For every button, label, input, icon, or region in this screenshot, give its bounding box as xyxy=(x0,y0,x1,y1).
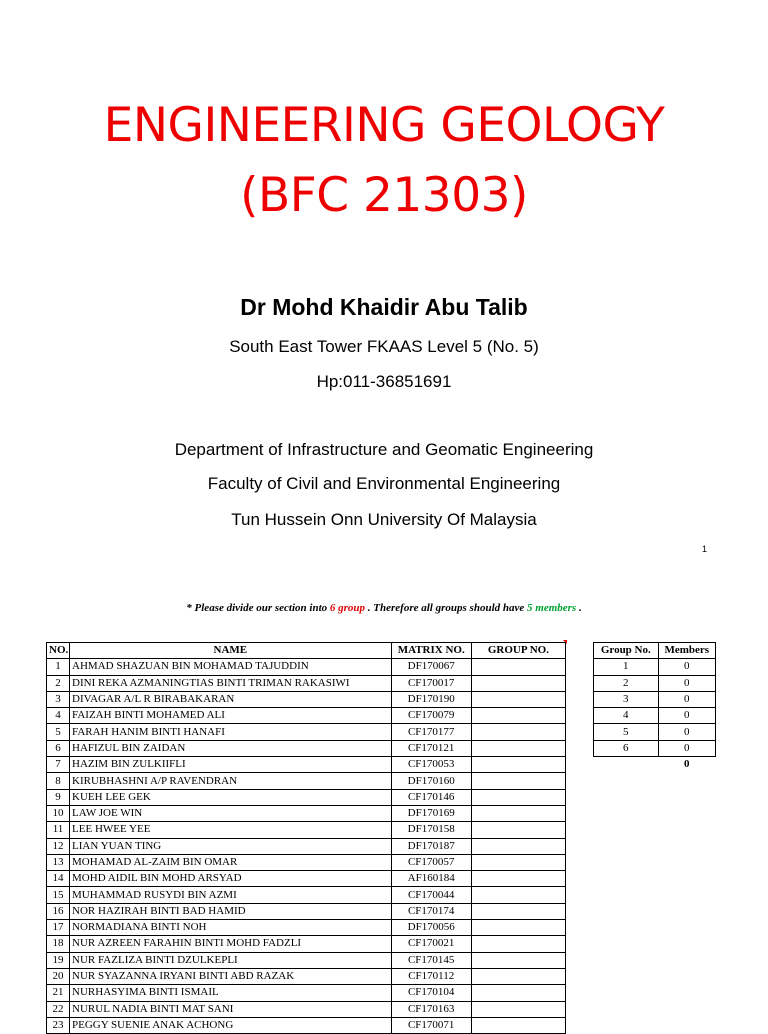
row-number-cell: 23 xyxy=(47,1017,70,1033)
group-number-cell: 3 xyxy=(594,691,659,707)
matrix-number-cell: CF170044 xyxy=(391,887,471,903)
student-name-cell: AHMAD SHAZUAN BIN MOHAMAD TAJUDDIN xyxy=(70,659,392,675)
matrix-number-cell: CF170079 xyxy=(391,708,471,724)
student-table-header xyxy=(47,643,566,659)
row-number-cell: 20 xyxy=(47,968,70,984)
matrix-number-cell: CF170112 xyxy=(391,968,471,984)
student-name-cell: LIAN YUAN TING xyxy=(70,838,392,854)
note-group-count: 6 group xyxy=(329,602,366,614)
group-number-cell[interactable] xyxy=(471,708,565,724)
members-total: 0 xyxy=(684,758,690,771)
note-middle: . Therefore all groups should have xyxy=(365,602,528,614)
group-number-cell[interactable] xyxy=(471,724,565,740)
group-number-cell[interactable] xyxy=(471,805,565,821)
student-name-cell: PEGGY SUENIE ANAK ACHONG xyxy=(70,1017,392,1033)
note-prefix: * Please divide our section into xyxy=(186,602,330,614)
header-group-number: Group No. xyxy=(594,643,659,659)
group-number-cell[interactable] xyxy=(471,968,565,984)
student-name-cell: NUR AZREEN FARAHIN BINTI MOHD FADZLI xyxy=(70,936,392,952)
table-row xyxy=(47,936,566,952)
table-row xyxy=(47,952,566,968)
header-members: Members xyxy=(658,643,715,659)
matrix-number-cell: CF170053 xyxy=(391,757,471,773)
matrix-number-cell: DF170056 xyxy=(391,920,471,936)
student-name-cell: HAZIM BIN ZULKIIFLI xyxy=(70,757,392,773)
matrix-number-cell: CF170177 xyxy=(391,724,471,740)
table-row xyxy=(594,659,716,675)
student-name-cell: NURHASYIMA BINTI ISMAIL xyxy=(70,985,392,1001)
member-count-cell: 0 xyxy=(658,659,715,675)
group-number-cell[interactable] xyxy=(471,854,565,870)
table-row xyxy=(47,985,566,1001)
table-row xyxy=(47,691,566,707)
student-name-cell: FAIZAH BINTI MOHAMED ALI xyxy=(70,708,392,724)
row-number-cell: 11 xyxy=(47,822,70,838)
page-number: 1 xyxy=(702,544,708,554)
row-number-cell: 15 xyxy=(47,887,70,903)
table-row xyxy=(47,854,566,870)
table-row xyxy=(47,1001,566,1017)
student-name-cell: FARAH HANIM BINTI HANAFI xyxy=(70,724,392,740)
row-number-cell: 7 xyxy=(47,757,70,773)
faculty-name: Faculty of Civil and Environmental Engineering xyxy=(207,474,561,493)
group-summary-table xyxy=(593,642,716,772)
matrix-number-cell: CF170021 xyxy=(391,936,471,952)
student-name-cell: NORMADIANA BINTI NOH xyxy=(70,920,392,936)
table-row xyxy=(47,708,566,724)
group-number-cell[interactable] xyxy=(471,1017,565,1033)
row-number-cell: 17 xyxy=(47,920,70,936)
student-name-cell: MOHD AIDIL BIN MOHD ARSYAD xyxy=(70,871,392,887)
header-group-no: GROUP NO. xyxy=(471,643,565,659)
group-number-cell[interactable] xyxy=(471,1001,565,1017)
matrix-number-cell: DF170067 xyxy=(391,659,471,675)
total-spacer xyxy=(594,757,659,773)
student-name-cell: NUR FAZLIZA BINTI DZULKEPLI xyxy=(70,952,392,968)
member-count-cell: 0 xyxy=(658,675,715,691)
group-number-cell[interactable] xyxy=(471,985,565,1001)
table-row xyxy=(47,724,566,740)
table-row xyxy=(47,675,566,691)
table-row xyxy=(47,887,566,903)
group-number-cell[interactable] xyxy=(471,789,565,805)
row-number-cell: 5 xyxy=(47,724,70,740)
author-name: Dr Mohd Khaidir Abu Talib xyxy=(240,294,528,320)
student-name-cell: KUEH LEE GEK xyxy=(70,789,392,805)
member-count-cell: 0 xyxy=(658,708,715,724)
row-number-cell: 3 xyxy=(47,691,70,707)
row-number-cell: 22 xyxy=(47,1001,70,1017)
table-row xyxy=(47,838,566,854)
matrix-number-cell: DF170169 xyxy=(391,805,471,821)
group-number-cell[interactable] xyxy=(471,903,565,919)
group-number-cell[interactable] xyxy=(471,936,565,952)
student-name-cell: MOHAMAD AL-ZAIM BIN OMAR xyxy=(70,854,392,870)
note-suffix: . xyxy=(576,602,582,614)
row-number-cell: 2 xyxy=(47,675,70,691)
table-row xyxy=(47,789,566,805)
student-name-cell: LEE HWEE YEE xyxy=(70,822,392,838)
student-name-cell: NOR HAZIRAH BINTI BAD HAMID xyxy=(70,903,392,919)
group-number-cell: 2 xyxy=(594,675,659,691)
table-row xyxy=(47,1017,566,1033)
header-no: NO. xyxy=(47,643,70,659)
group-instruction-note xyxy=(0,602,768,614)
group-table-header xyxy=(594,643,716,659)
row-number-cell: 19 xyxy=(47,952,70,968)
table-row xyxy=(594,740,716,756)
matrix-number-cell: AF160184 xyxy=(391,871,471,887)
group-number-cell[interactable] xyxy=(471,675,565,691)
student-name-cell: NUR SYAZANNA IRYANI BINTI ABD RAZAK xyxy=(70,968,392,984)
table-row xyxy=(47,903,566,919)
student-name-cell: LAW JOE WIN xyxy=(70,805,392,821)
members-total-row xyxy=(594,757,716,773)
table-row xyxy=(594,675,716,691)
row-number-cell: 9 xyxy=(47,789,70,805)
matrix-number-cell: CF170145 xyxy=(391,952,471,968)
group-number-cell[interactable] xyxy=(471,871,565,887)
row-number-cell: 6 xyxy=(47,740,70,756)
group-number-cell: 5 xyxy=(594,724,659,740)
matrix-number-cell: CF170163 xyxy=(391,1001,471,1017)
group-number-cell: 4 xyxy=(594,708,659,724)
matrix-number-cell: CF170146 xyxy=(391,789,471,805)
row-number-cell: 13 xyxy=(47,854,70,870)
group-number-cell[interactable] xyxy=(471,822,565,838)
matrix-number-cell: CF170017 xyxy=(391,675,471,691)
table-row xyxy=(47,920,566,936)
table-row xyxy=(47,805,566,821)
row-number-cell: 21 xyxy=(47,985,70,1001)
group-number-cell[interactable] xyxy=(471,952,565,968)
row-number-cell: 18 xyxy=(47,936,70,952)
group-number-cell[interactable] xyxy=(471,920,565,936)
row-number-cell: 8 xyxy=(47,773,70,789)
office-location: South East Tower FKAAS Level 5 (No. 5) xyxy=(229,337,539,356)
student-name-cell: MUHAMMAD RUSYDI BIN AZMI xyxy=(70,887,392,903)
row-number-cell: 12 xyxy=(47,838,70,854)
student-list-table xyxy=(46,642,566,1034)
table-row xyxy=(47,968,566,984)
table-row xyxy=(594,708,716,724)
matrix-number-cell: CF170071 xyxy=(391,1017,471,1033)
group-number-cell[interactable] xyxy=(471,757,565,773)
member-count-cell: 0 xyxy=(658,740,715,756)
student-name-cell: DIVAGAR A/L R BIRABAKARAN xyxy=(70,691,392,707)
row-number-cell: 4 xyxy=(47,708,70,724)
table-row xyxy=(47,757,566,773)
matrix-number-cell: CF170057 xyxy=(391,854,471,870)
group-number-cell: 6 xyxy=(594,740,659,756)
table-row xyxy=(594,724,716,740)
group-number-cell[interactable] xyxy=(471,659,565,675)
group-number-cell: 1 xyxy=(594,659,659,675)
group-number-cell[interactable] xyxy=(471,691,565,707)
university-name: Tun Hussein Onn University Of Malaysia xyxy=(231,510,537,529)
member-count-cell: 0 xyxy=(658,724,715,740)
note-member-count: 5 members xyxy=(527,602,577,614)
matrix-number-cell: CF170104 xyxy=(391,985,471,1001)
group-number-cell[interactable] xyxy=(471,773,565,789)
phone-number: Hp:011-36851691 xyxy=(316,372,452,391)
row-number-cell: 16 xyxy=(47,903,70,919)
matrix-number-cell: DF170160 xyxy=(391,773,471,789)
student-name-cell: DINI REKA AZMANINGTIAS BINTI TRIMAN RAKASIWI xyxy=(70,675,392,691)
group-number-cell[interactable] xyxy=(471,740,565,756)
title-line-2: (BFC 21303) xyxy=(240,168,528,223)
matrix-number-cell: CF170121 xyxy=(391,740,471,756)
table-row xyxy=(47,740,566,756)
table-row xyxy=(47,871,566,887)
member-count-cell: 0 xyxy=(658,691,715,707)
header-name: NAME xyxy=(70,643,392,659)
matrix-number-cell: DF170187 xyxy=(391,838,471,854)
table-row xyxy=(594,691,716,707)
student-name-cell: NURUL NADIA BINTI MAT SANI xyxy=(70,1001,392,1017)
table-row xyxy=(47,822,566,838)
table-row xyxy=(47,773,566,789)
group-number-cell[interactable] xyxy=(471,887,565,903)
header-matrix-no: MATRIX NO. xyxy=(391,643,471,659)
student-name-cell: HAFIZUL BIN ZAIDAN xyxy=(70,740,392,756)
matrix-number-cell: DF170190 xyxy=(391,691,471,707)
department-name: Department of Infrastructure and Geomatic Engineering xyxy=(174,440,594,459)
matrix-number-cell: DF170158 xyxy=(391,822,471,838)
row-number-cell: 10 xyxy=(47,805,70,821)
matrix-number-cell: CF170174 xyxy=(391,903,471,919)
row-number-cell: 1 xyxy=(47,659,70,675)
table-row xyxy=(47,659,566,675)
row-number-cell: 14 xyxy=(47,871,70,887)
student-name-cell: KIRUBHASHNI A/P RAVENDRAN xyxy=(70,773,392,789)
title-line-1: ENGINEERING GEOLOGY xyxy=(103,98,665,153)
group-number-cell[interactable] xyxy=(471,838,565,854)
